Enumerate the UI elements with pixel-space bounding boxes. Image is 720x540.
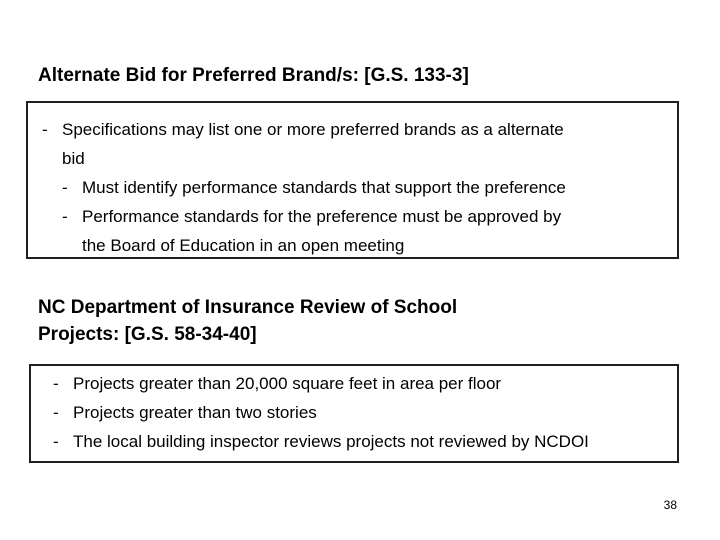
bullet-dash: - bbox=[53, 403, 59, 422]
bullet-text: Performance standards for the preference must be approved by bbox=[82, 207, 562, 226]
section2-bullet-1 bbox=[53, 369, 501, 398]
section1-subbullet-2 bbox=[62, 202, 561, 231]
bullet-dash: - bbox=[53, 432, 59, 451]
section1-subbullet-1 bbox=[62, 173, 566, 202]
section2-bullet-3 bbox=[53, 427, 589, 456]
section1-box bbox=[26, 101, 679, 259]
section2-box bbox=[29, 364, 679, 463]
bullet-text: Specifications may list one or more preferred brands as a alternate bbox=[62, 120, 564, 139]
section1-bullet-1-continued: bid bbox=[62, 149, 85, 168]
bullet-dash: - bbox=[42, 120, 48, 139]
bullet-dash: - bbox=[62, 207, 68, 226]
bullet-text: Projects greater than 20,000 square feet in area per floor bbox=[73, 374, 502, 393]
section2-heading-line1: NC Department of Insurance Review of School bbox=[38, 297, 458, 318]
section1-bullet-1 bbox=[42, 115, 564, 144]
bullet-text: Must identify performance standards that support the preference bbox=[82, 178, 566, 197]
section2-bullet-2 bbox=[53, 398, 317, 427]
bullet-text: The local building inspector reviews projects not reviewed by NCDOI bbox=[73, 432, 589, 451]
page-number: 38 bbox=[663, 498, 677, 512]
section1-subbullet-2-continued: the Board of Education in an open meeting bbox=[82, 236, 405, 255]
section2-heading bbox=[38, 294, 598, 348]
bullet-dash: - bbox=[62, 178, 68, 197]
bullet-text: Projects greater than two stories bbox=[73, 403, 317, 422]
section2-heading-line2: Projects: [G.S. 58-34-40] bbox=[38, 324, 257, 345]
section1-heading: Alternate Bid for Preferred Brand/s: [G.S. 133-3] bbox=[38, 65, 469, 86]
bullet-dash: - bbox=[53, 374, 59, 393]
